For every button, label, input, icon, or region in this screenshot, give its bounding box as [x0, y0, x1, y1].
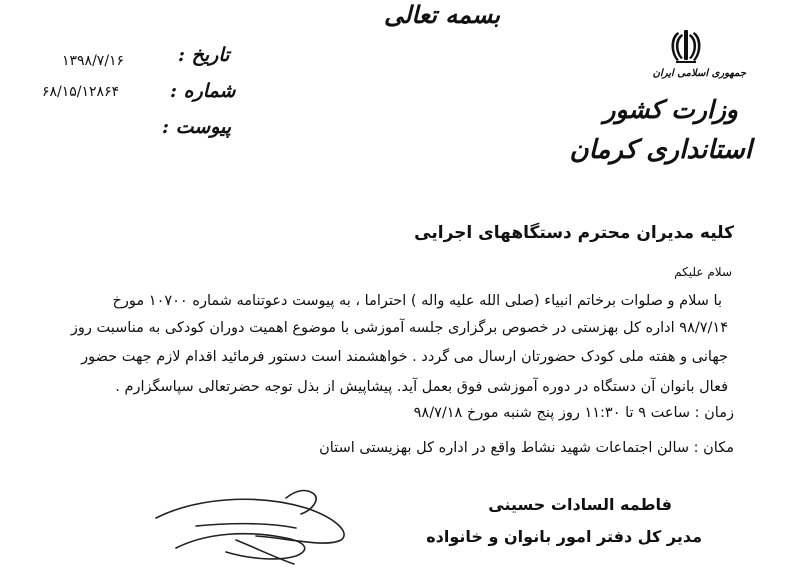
signatory-title: مدیر کل دفتر امور بانوان و خانواده: [426, 527, 702, 546]
body-line: فعال بانوان آن دستگاه در دوره آموزشی فوق بعمل آید. پیشاپیش از بذل توجه حضرتعالی سپاسگزارم .: [115, 379, 728, 395]
ministry-name: وزارت کشور: [603, 95, 738, 124]
signatory-name: فاطمه السادات حسینی: [488, 495, 672, 514]
recipient: کلیه مدیران محترم دستگاههای اجرایی: [414, 223, 734, 243]
date-label: تاریخ :: [178, 44, 230, 66]
body-line: با سلام و صلوات برخاتم انبیاء (صلی الله علیه واله ) احتراما ، به پیوست دعوتنامه شماره ۱۰۷۰۰ مورخ: [112, 293, 722, 309]
iran-emblem-icon: [664, 28, 708, 64]
body-line: جهانی و هفته ملی کودک حضورتان ارسال می گردد . خواهشمند است دستور فرمائید اقدام لازم جهت حضور: [81, 349, 728, 365]
number-value: ۶۸/۱۵/۱۲۸۶۴: [42, 84, 120, 100]
time-line: زمان : ساعت ۹ تا ۱۱:۳۰ روز پنج شنبه مورخ ۹۸/۷/۱۸: [413, 405, 734, 421]
attachment-label: پیوست :: [162, 116, 232, 138]
basmala: بسمه تعالی: [384, 0, 501, 29]
country-name: جمهوری اسلامی ایران: [652, 68, 746, 79]
handwritten-signature: [136, 478, 376, 568]
body-line: ۹۸/۷/۱۴ اداره کل بهزستی در خصوص برگزاری جلسه آموزشی با موضوع اهمیت دوران کودکی به مناسبت روز: [70, 320, 728, 336]
greeting: سلام علیکم: [674, 265, 732, 279]
place-line: مکان : سالن اجتماعات شهید نشاط واقع در اداره کل بهزیستی استان: [319, 440, 734, 456]
number-label: شماره :: [170, 80, 236, 102]
province-office-name: استانداری کرمان: [569, 135, 752, 165]
date-value: ۱۳۹۸/۷/۱۶: [62, 53, 125, 69]
